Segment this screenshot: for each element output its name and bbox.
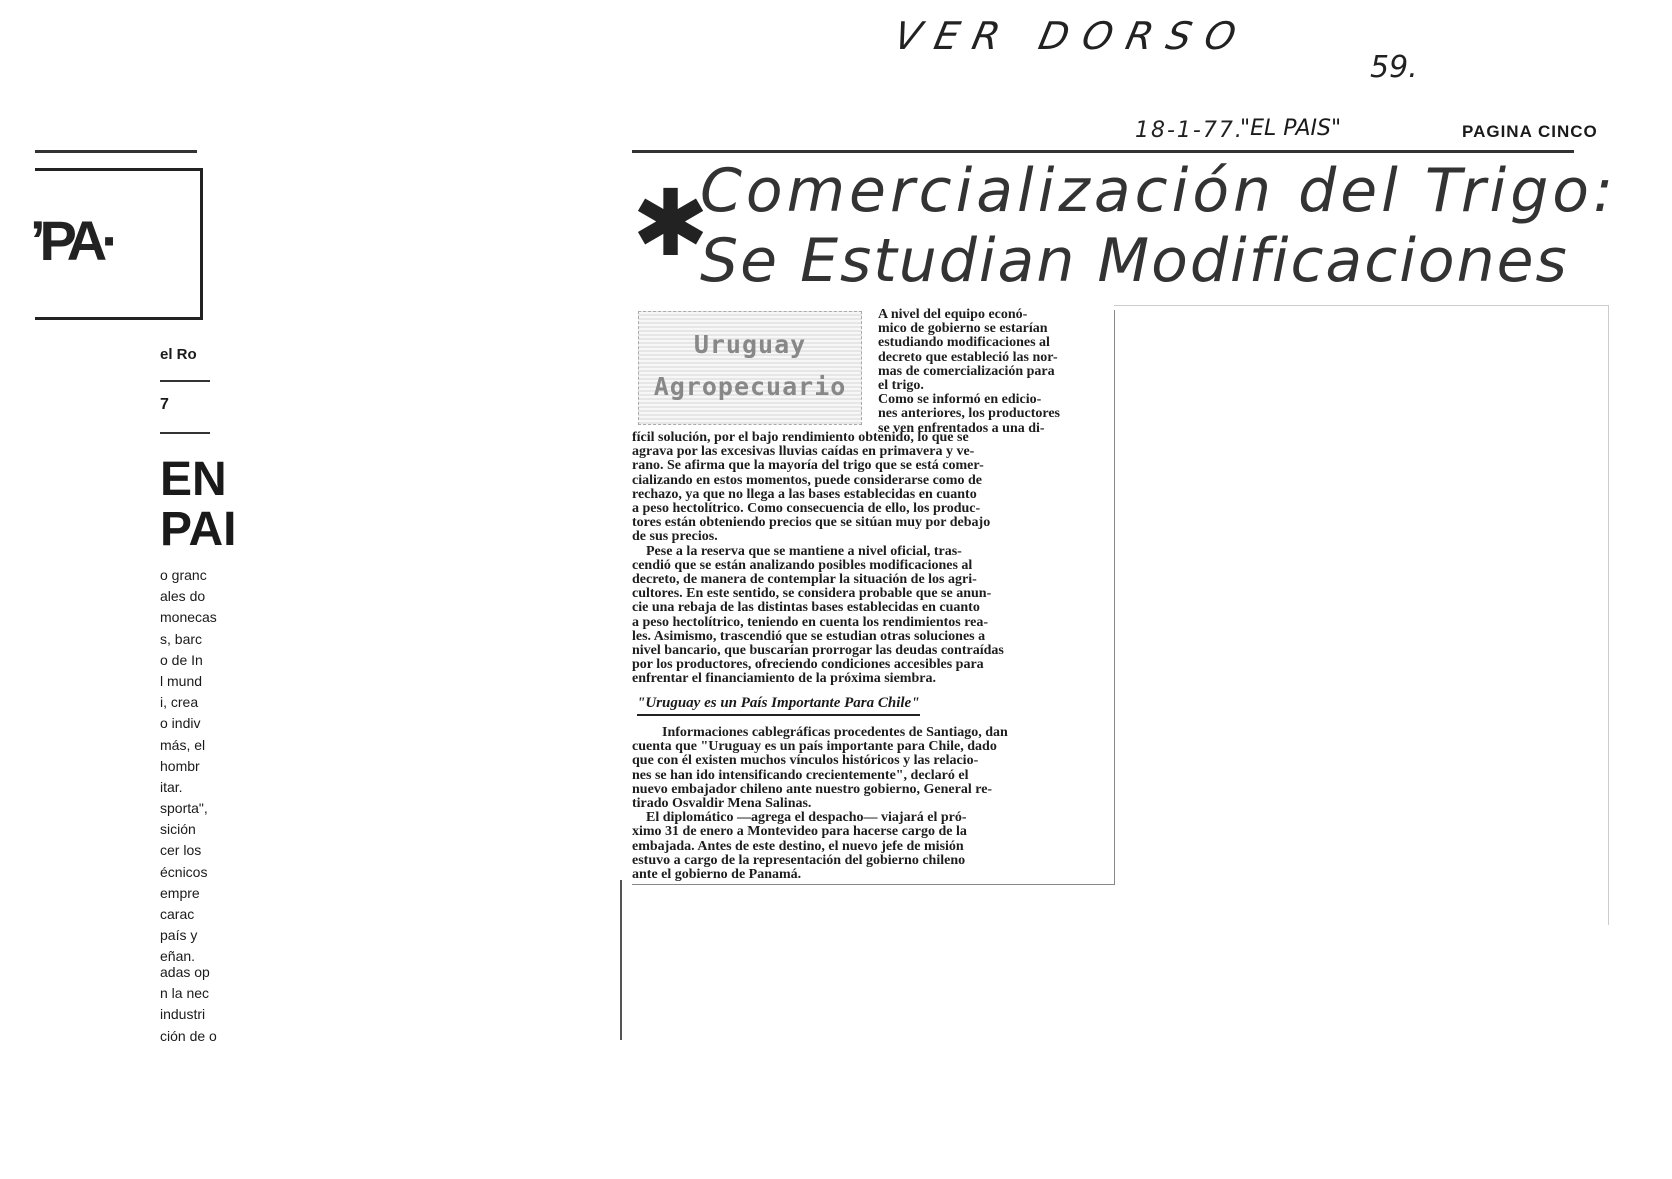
text-line: decreto, de manera de contemplar la situación de los agri- <box>632 572 977 588</box>
text-line: nuevo embajador chileno ante nuestro gobierno, General re- <box>632 781 993 797</box>
left-text <box>160 565 217 968</box>
text-line: decreto que estableció las nor- <box>878 349 1058 365</box>
text-line: estudiando modificaciones al <box>878 335 1050 351</box>
text-line: écnicos <box>160 863 208 880</box>
text-line: empre <box>160 884 200 901</box>
masthead-logo: ʼPA· <box>30 209 114 272</box>
text-line: cie una rebaja de las distintas bases establecidas en cuanto <box>632 600 980 616</box>
left-rule-1 <box>160 380 210 382</box>
logo-line-1: Uruguay <box>693 330 807 359</box>
text-line: país y <box>160 927 198 944</box>
text-line: ción de o <box>160 1027 217 1044</box>
text-line: por los productores, ofreciendo condiciones accesibles para <box>632 657 984 673</box>
text-line: cializando en estos momentos, puede considerarse como de <box>632 472 982 488</box>
text-line: o indiv <box>160 715 201 732</box>
text-line: cuenta que "Uruguay es un país importante para Chile, dado <box>632 739 997 755</box>
text-line: que con él existen muchos vínculos históricos y las relacio- <box>632 753 979 769</box>
text-line: ximo 31 de enero a Montevideo para hacerse cargo de la <box>632 824 967 840</box>
left-headline-line: EN <box>160 453 227 506</box>
text-line: itar. <box>160 778 183 795</box>
text-line: cer los <box>160 842 202 859</box>
text-line: adas op <box>160 964 210 980</box>
text-line: eñan. <box>160 948 196 965</box>
text-line: a peso hectolítrico, teniendo en cuenta los rendimientos rea- <box>632 614 989 630</box>
text-line: les. Asimismo, trascendió que se estudian otras soluciones a <box>632 628 986 644</box>
logo-line-2: Agropecuario <box>653 372 847 401</box>
text-line: s, barc <box>160 630 203 647</box>
text-line: rano. Se afirma que la mayoría del trigo que se está comer- <box>632 458 984 474</box>
text-line: mico de gobierno se estarían <box>878 321 1048 337</box>
text-line: enfrentar el financiamiento de la próxima siembra. <box>632 671 936 687</box>
text-line: ante el gobierno de Panamá. <box>632 867 802 883</box>
text-line: El diplomático —agrega el despacho— viajará el pró- <box>646 810 967 826</box>
text-line: o de In <box>160 651 203 668</box>
article-body <box>632 431 1102 687</box>
left-text-2 <box>160 962 217 1047</box>
text-line: tores están obteniendo precios que se sitúan muy por debajo <box>632 515 991 531</box>
left-byline: el Ro <box>160 346 197 363</box>
text-line: se ven enfrentados a una di- <box>878 420 1045 436</box>
text-line: Como se informó en edicio- <box>878 392 1042 408</box>
text-line: l mund <box>160 672 203 689</box>
headline-line-1: Comercialización del Trigo: <box>700 156 1618 226</box>
clip-edge <box>620 880 622 1040</box>
text-line: monecas <box>160 609 217 626</box>
text-line: carac <box>160 906 195 922</box>
text-line: Informaciones cablegráficas procedentes de Santiago, dan <box>662 725 1008 740</box>
text-line: ales do <box>160 588 206 605</box>
asterisk-mark: ✱ <box>632 173 710 275</box>
text-line: sición <box>160 821 196 838</box>
left-headline <box>160 455 236 555</box>
newspaper-name-note: "EL PAIS" <box>1240 116 1342 141</box>
article-intro <box>878 308 1116 436</box>
article-bottom-rule <box>632 884 1114 885</box>
page-label: PAGINA CINCO <box>1462 122 1598 141</box>
text-line: cendió que se están analizando posibles modificaciones al <box>632 557 973 573</box>
date-note: 18-1-77. <box>1135 118 1244 143</box>
text-line: industri <box>160 1006 206 1023</box>
text-line: hombr <box>160 757 200 774</box>
text-line: Pese a la reserva que se mantiene a nivel oficial, tras- <box>646 543 962 559</box>
section-logo <box>638 311 862 425</box>
page-number-note: 59. <box>1370 50 1418 85</box>
clip-edge-far <box>1608 305 1609 925</box>
clip-top-far <box>1114 305 1608 306</box>
text-line: o granc <box>160 567 207 583</box>
text-line: mas de comercialización para <box>878 363 1055 379</box>
text-line: más, el <box>160 736 206 753</box>
text-line: rechazo, ya que no llega a las bases establecidas en cuanto <box>632 486 977 502</box>
left-clipped-column <box>0 0 237 1179</box>
text-line: nes anteriores, los productores <box>878 406 1060 422</box>
headline-line-2: Se Estudian Modificaciones <box>700 226 1569 296</box>
text-line: de sus precios. <box>632 529 718 545</box>
text-line: a peso hectolítrico. Como consecuencia de ello, los produc- <box>632 501 981 517</box>
left-headline-line: PAI <box>160 503 237 556</box>
top-rule <box>632 150 1574 153</box>
handwritten-note: VER DORSO <box>890 14 1254 58</box>
text-line: nivel bancario, que buscarían prorrogar las deudas contraídas <box>632 643 1004 659</box>
text-line: estuvo a cargo de la representación del gobierno chileno <box>632 852 966 868</box>
text-line: tirado Osvaldir Mena Salinas. <box>632 796 812 812</box>
text-line: n la nec <box>160 985 210 1002</box>
text-line: nes se han ido intensificando crecientemente", declaró el <box>632 767 969 783</box>
text-line: embajada. Antes de este destino, el nuevo jefe de misión <box>632 838 964 854</box>
text-line: i, crea <box>160 694 199 711</box>
left-rule-2 <box>160 432 210 434</box>
text-line: A nivel del equipo econó- <box>878 307 1028 322</box>
text-line: fícil solución, por el bajo rendimiento obtenido, lo que se <box>632 430 969 445</box>
article-headline <box>700 156 1618 296</box>
text-line: el trigo. <box>878 378 924 394</box>
article-body-2 <box>632 726 1102 882</box>
left-number: 7 <box>160 396 169 413</box>
text-line: cultores. En este sentido, se considera probable que se anun- <box>632 586 992 602</box>
text-line: agrava por las excesivas lluvias caídas en primavera y ve- <box>632 444 975 460</box>
article-subheading: "Uruguay es un País Importante Para Chile" <box>637 695 920 716</box>
text-line: sporta", <box>160 800 208 817</box>
